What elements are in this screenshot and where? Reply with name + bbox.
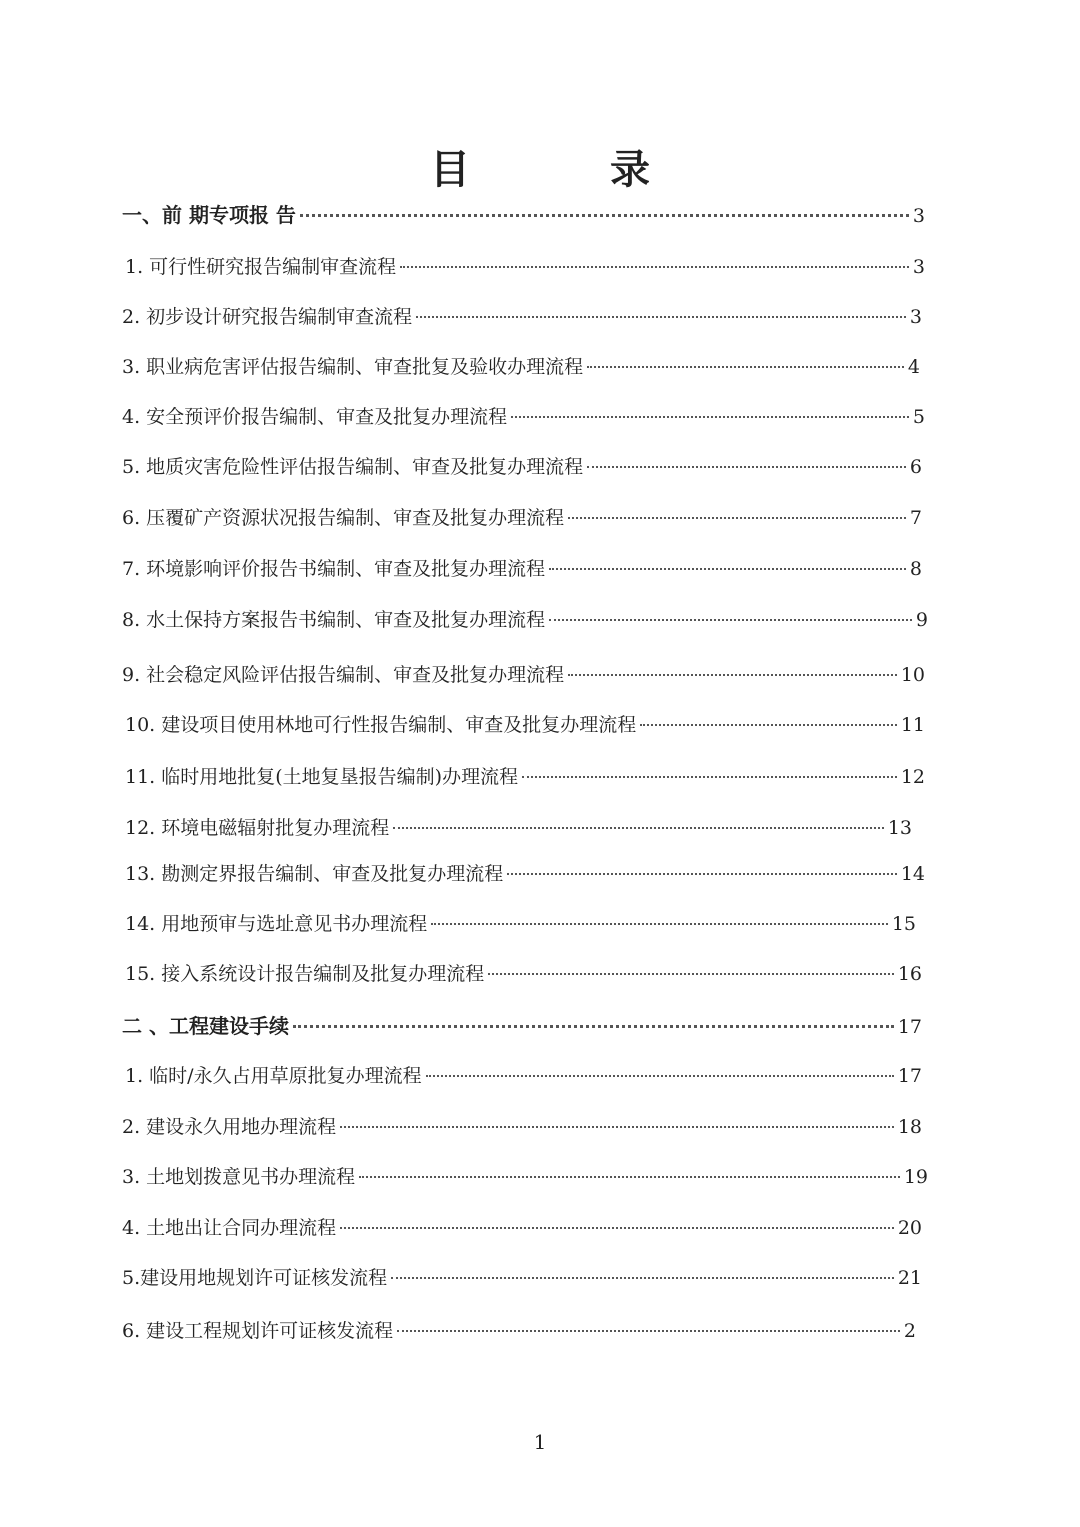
- dot-leader: [640, 724, 897, 726]
- toc-item: [125, 710, 925, 740]
- toc-label: 2. 初步设计研究报告编制审查流程: [122, 306, 413, 328]
- toc-page-number: 14: [900, 863, 925, 885]
- toc-page-number: 2: [903, 1320, 916, 1342]
- dot-leader: [393, 827, 884, 829]
- dot-leader: [340, 1126, 894, 1128]
- toc-page-number: 5: [912, 406, 925, 428]
- toc-item: [125, 859, 925, 889]
- dot-leader: [587, 466, 906, 468]
- toc-page-number: 17: [897, 1016, 922, 1038]
- toc-page-number: 3: [912, 256, 925, 278]
- toc-page-number: 16: [897, 963, 922, 985]
- toc-label: 4. 安全预评价报告编制、审查及批复办理流程: [122, 406, 508, 428]
- dot-leader: [511, 416, 909, 418]
- toc-page-number: 3: [909, 306, 922, 328]
- toc-item: [122, 1112, 922, 1142]
- toc-item: [122, 605, 928, 635]
- toc-label: 15. 接入系统设计报告编制及批复办理流程: [125, 963, 485, 985]
- toc-label: 13. 勘测定界报告编制、审查及批复办理流程: [125, 863, 504, 885]
- dot-leader: [391, 1277, 894, 1279]
- toc-item: [122, 302, 922, 332]
- toc-label: 3. 土地划拨意见书办理流程: [122, 1166, 356, 1188]
- toc-page-number: 11: [900, 714, 925, 736]
- toc-page-number: 13: [887, 817, 912, 839]
- toc-page-number: 4: [907, 356, 920, 378]
- toc-page-number: 12: [900, 766, 925, 788]
- dot-leader: [549, 619, 912, 621]
- toc-page-number: 17: [897, 1065, 922, 1087]
- dot-leader: [340, 1227, 894, 1229]
- toc-item: [125, 762, 925, 792]
- toc-page-number: 6: [909, 456, 922, 478]
- toc-item: [122, 402, 925, 432]
- toc-label: 8. 水土保持方案报告书编制、审查及批复办理流程: [122, 609, 546, 631]
- toc-page-number: 15: [891, 913, 916, 935]
- toc-section-heading: [122, 1011, 922, 1041]
- toc-label: 1. 临时/永久占用草原批复办理流程: [125, 1065, 422, 1087]
- dot-leader: [397, 1330, 900, 1332]
- toc-page-number: 9: [915, 609, 928, 631]
- toc-label: 6. 建设工程规划许可证核发流程: [122, 1320, 394, 1342]
- toc-label: 14. 用地预审与选址意见书办理流程: [125, 913, 428, 935]
- dot-leader: [568, 674, 897, 676]
- toc-item: [122, 352, 920, 382]
- toc-label: 9. 社会稳定风险评估报告编制、审查及批复办理流程: [122, 664, 565, 686]
- toc-label: 3. 职业病危害评估报告编制、审查批复及验收办理流程: [122, 356, 584, 378]
- toc-section-heading: [122, 200, 925, 230]
- toc-page-number: 8: [909, 558, 922, 580]
- toc-label: 7. 环境影响评价报告书编制、审查及批复办理流程: [122, 558, 546, 580]
- toc-item: [122, 1162, 928, 1192]
- toc-label: 2. 建设永久用地办理流程: [122, 1116, 337, 1138]
- dot-leader: [568, 517, 906, 519]
- toc-item: [122, 660, 925, 690]
- toc-label: 1. 可行性研究报告编制审查流程: [125, 256, 397, 278]
- dot-leader: [293, 1025, 894, 1028]
- toc-label: 一、前 期专项报 告: [122, 203, 296, 227]
- page-title: 目 录: [430, 146, 700, 193]
- dot-leader: [507, 873, 897, 875]
- dot-leader: [587, 366, 904, 368]
- toc-item: [125, 909, 916, 939]
- dot-leader: [426, 1075, 894, 1077]
- dot-leader: [549, 568, 906, 570]
- toc-label: 6. 压覆矿产资源状况报告编制、审查及批复办理流程: [122, 507, 565, 529]
- toc-item: [122, 452, 922, 482]
- toc-label: 11. 临时用地批复(土地复垦报告编制)办理流程: [125, 766, 519, 788]
- toc-item: [125, 1061, 922, 1091]
- toc-label: 4. 土地出让合同办理流程: [122, 1217, 337, 1239]
- toc-item: [122, 1213, 922, 1243]
- dot-leader: [300, 214, 909, 217]
- toc-item: [122, 503, 922, 533]
- toc-label: 5.建设用地规划许可证核发流程: [122, 1267, 388, 1289]
- toc-item: [125, 252, 925, 282]
- toc-item: [122, 1263, 922, 1293]
- dot-leader: [359, 1176, 900, 1178]
- toc-label: 10. 建设项目使用林地可行性报告编制、审查及批复办理流程: [125, 714, 637, 736]
- dot-leader: [431, 923, 888, 925]
- toc-label: 12. 环境电磁辐射批复办理流程: [125, 817, 390, 839]
- toc-page-number: 18: [897, 1116, 922, 1138]
- dot-leader: [522, 776, 897, 778]
- toc-page-number: 7: [909, 507, 922, 529]
- toc-item: [122, 1316, 916, 1346]
- dot-leader: [488, 973, 894, 975]
- toc-label: 5. 地质灾害危险性评估报告编制、审查及批复办理流程: [122, 456, 584, 478]
- toc-item: [125, 959, 922, 989]
- toc-page-number: 3: [912, 205, 925, 227]
- toc-page-number: 21: [897, 1267, 922, 1289]
- toc-item: [122, 554, 922, 584]
- toc-page-number: 10: [900, 664, 925, 686]
- toc-page-number: 19: [903, 1166, 928, 1188]
- dot-leader: [416, 316, 906, 318]
- dot-leader: [400, 266, 909, 268]
- toc-label: 二 、工程建设手续: [122, 1014, 289, 1038]
- toc-item: [125, 813, 912, 843]
- toc-page-number: 20: [897, 1217, 922, 1239]
- page-number: 1: [533, 1430, 547, 1454]
